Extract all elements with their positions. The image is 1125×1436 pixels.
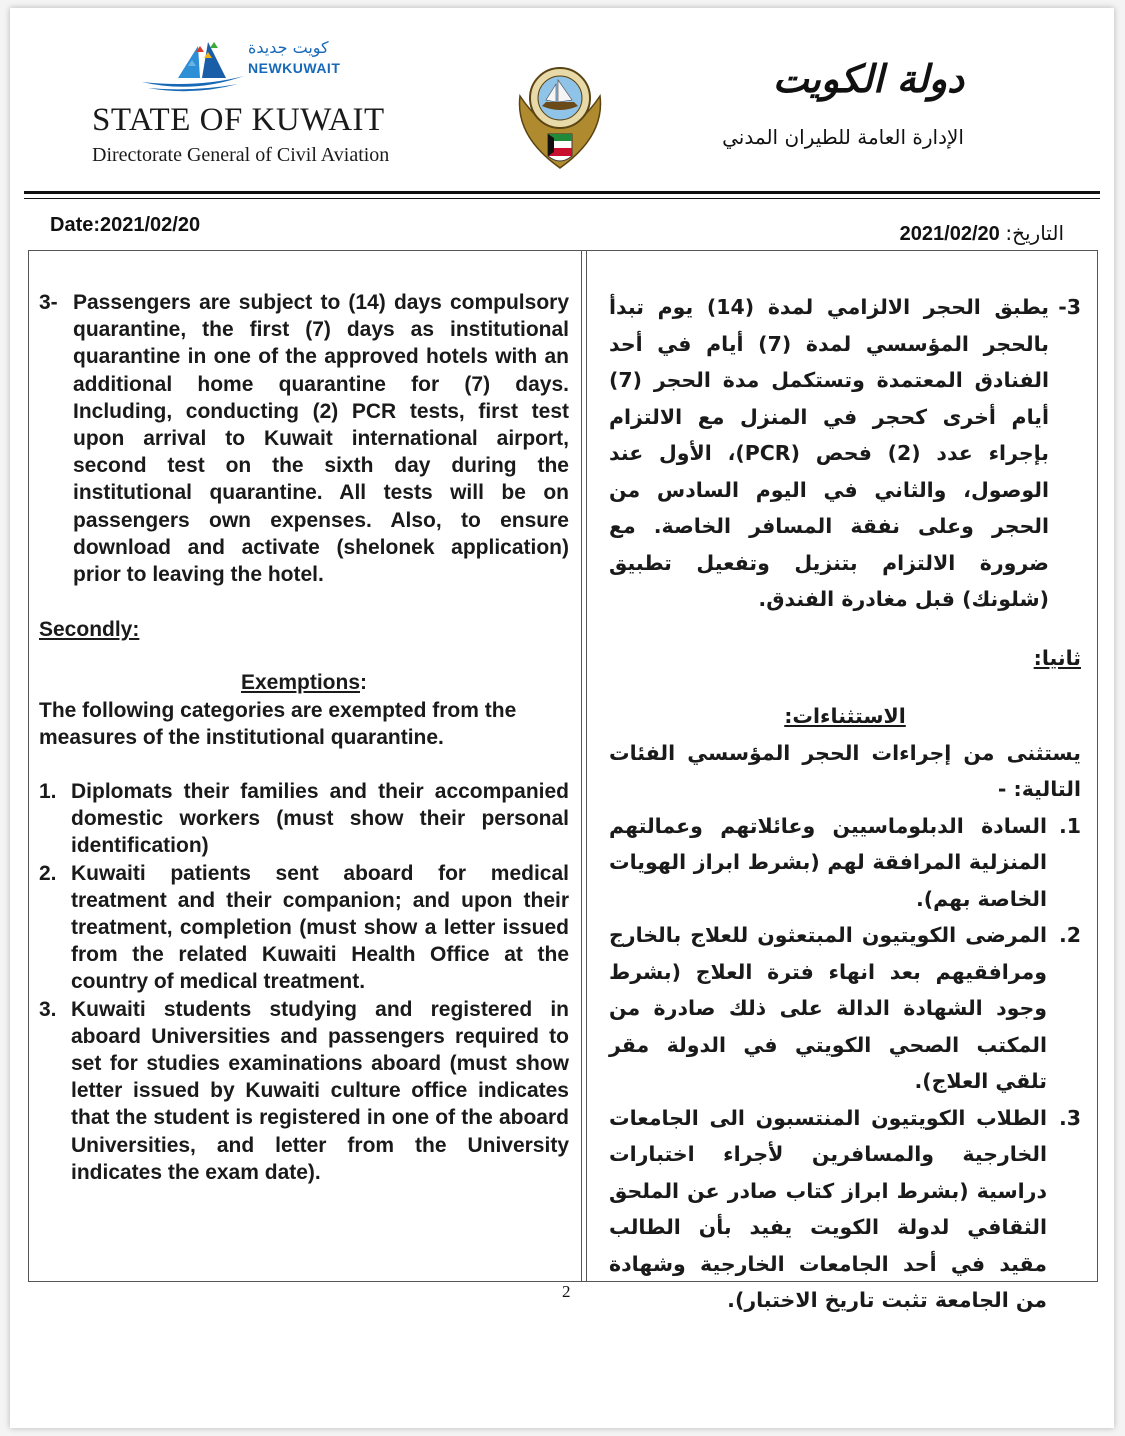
ar-exemptions-title: الاستثناءات: [784, 704, 906, 728]
en-item-3-text: Passengers are subject to (14) days compulsory quarantine, the first (7) days as institutional quarantine in one of the approved hotels with an additional home quarantine for (7) days. Including, conducting (2) PCR tests, first test upon arrival to Kuwait international airport, second test on the sixth day during the institutional quarantine. All tests will be on passengers own expenses. Also, to ensure download and activate (shelonek application) prior to leaving the hotel. [73, 291, 569, 587]
en-secondly-heading: Secondly: [39, 618, 140, 642]
list-item-number: 1. [1058, 813, 1081, 838]
ar-exemptions-heading [609, 698, 1081, 735]
list-item-text: الطلاب الكويتيون المنتسبون الى الجامعات الخارجية والمسافرين لأجراء اختبارات دراسية (بشرط ابراز كتاب صادر عن الملحق الثقافي لدولة الكويت يفيد بأن الطالب مقيد في أحد الجامعات الخارجية وشهادة من الجامعة تثبت تاريخ الاختبار). [609, 1105, 1047, 1312]
ar-item-3-text: يطبق الحجر الالزامي لمدة (14) يوم تبدأ بالحجر المؤسسي لمدة (7) أيام في أحد الفنادق المعتمدة وتستكمل مدة الحجر (7) أيام أخرى كحجر في المنزل مع الالتزام بإجراء عدد (2) فحص (PCR)، الأول عند الوصول، والثاني في اليوم السادس من الحجر وعلى نفقة المسافر الخاصة. مع ضرورة الالتزام بتنزيل وتفعيل تطبيق (شلونك) قبل مغادرة الفندق. [609, 295, 1049, 611]
list-item-text: Kuwaiti patients sent aboard for medical treatment and their companion; and upon their treatment, completion (must show a letter issued from the related Kuwaiti Health Office at the country of medical treatment. [71, 861, 569, 994]
en-exemptions-heading [39, 669, 569, 696]
english-column [39, 289, 569, 1186]
list-item-number: 2. [39, 861, 57, 885]
sail-boat-logo-icon [138, 38, 248, 93]
list-item-text: السادة الدبلوماسيين وعائلاتهم وعمالتهم المنزلية المرافقة لهم (بشرط ابراز الهويات الخاصة بهم). [609, 813, 1047, 911]
list-item [39, 996, 569, 1186]
date-arabic [900, 221, 1064, 246]
column-divider [581, 251, 582, 1281]
list-item [609, 1100, 1081, 1319]
list-item-number: 3. [39, 997, 57, 1021]
en-item-3 [39, 289, 569, 588]
en-exemptions-colon: : [360, 671, 368, 695]
header-divider-thin [24, 198, 1100, 199]
column-divider [586, 251, 587, 1281]
list-item-number: 2. [1058, 923, 1081, 947]
ar-item-3-number: 3- [1058, 295, 1081, 319]
header-divider-thick [24, 191, 1100, 194]
list-item [39, 778, 569, 860]
header-english [92, 100, 389, 167]
date-arabic-label: التاريخ: [1005, 221, 1064, 245]
list-item [609, 917, 1081, 1100]
list-item [609, 808, 1081, 918]
ar-secondly-heading: ثانيا: [1033, 645, 1081, 670]
logo-english-text: NEWKUWAIT [248, 60, 341, 76]
directorate-subtitle-en: Directorate General of Civil Aviation [92, 144, 390, 166]
list-item [39, 860, 569, 996]
new-kuwait-logo [138, 38, 353, 93]
kuwait-emblem-icon [510, 56, 610, 176]
ar-exemptions-intro: يستثنى من إجراءات الحجر المؤسسي الفئات التالية: - [609, 740, 1081, 801]
bilingual-content-table [28, 250, 1098, 1312]
list-item-text: Kuwaiti students studying and registered in aboard Universities and passengers required to set for studies examinations aboard (must show letter issued by Kuwaiti culture office indicates that the student is registered in one of the aboard Universities, and letter from the University indicates the exam date). [71, 997, 569, 1184]
list-item-text: المرضى الكويتيون المبتعثون للعلاج بالخارج ومرافقيهم بعد انهاء فترة العلاج (بشرط وجود الشهادة الدالة على ذلك صادرة من المكتب الصحي الكويتي في الدولة مقر تلقي العلاج). [609, 923, 1047, 1093]
ar-item-3 [609, 289, 1081, 618]
header-arabic [722, 56, 964, 149]
list-item-number: 1. [39, 780, 57, 804]
list-item-number: 3. [1058, 1105, 1081, 1130]
en-item-3-number: 3- [39, 291, 58, 314]
date-arabic-value: 2021/02/20 [899, 223, 1000, 245]
logo-arabic-text: كويت جديدة [248, 38, 329, 57]
arabic-column [609, 289, 1081, 1319]
date-english: Date:2021/02/20 [50, 214, 201, 236]
ar-exemptions-list [609, 808, 1081, 1319]
state-title-en: STATE OF KUWAIT [92, 102, 385, 138]
state-title-ar: دولة الكويت [772, 56, 964, 101]
page-number: 2 [562, 1282, 571, 1301]
en-exemptions-list [39, 778, 569, 1186]
directorate-subtitle-ar: الإدارة العامة للطيران المدني [722, 125, 964, 149]
en-exemptions-title: Exemptions [240, 671, 361, 695]
list-item-text: Diplomats their families and their accompanied domestic workers (must show their personal identification) [71, 780, 569, 858]
document-page [10, 8, 1114, 1428]
en-exemptions-intro: The following categories are exempted from the measures of the institutional quarantine. [39, 698, 517, 749]
